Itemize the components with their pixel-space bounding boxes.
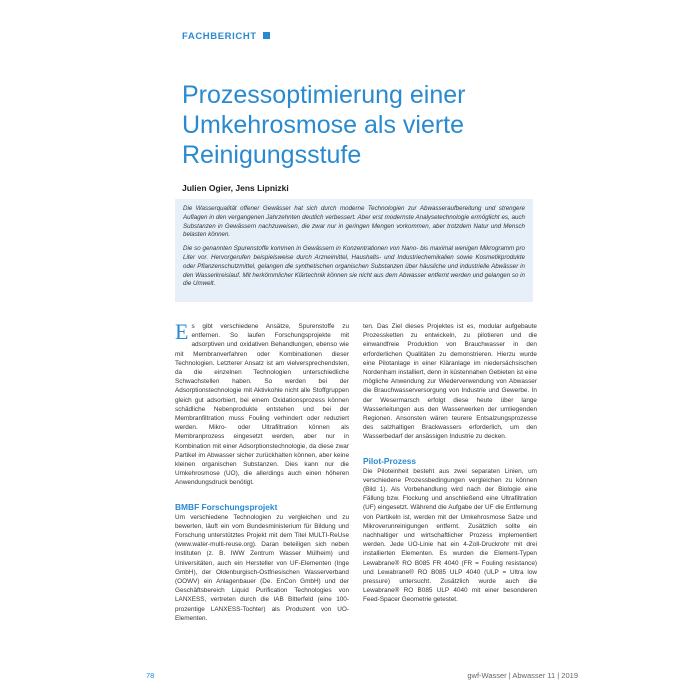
page-number: 78	[146, 671, 155, 680]
article-title: Prozessoptimierung einer Umkehrosmose als vierte Reinigungsstufe	[182, 81, 466, 169]
column-right	[363, 322, 537, 605]
abstract-box	[175, 199, 533, 302]
column-left-body: Um verschiedene Technologien zu vergleichen und zu bewerten, läuft ein vom Bundesministerium für Bildung und Forschung unterstütztes Projekt mit dem Titel MULTI-ReUse (www.water-multi-reuse.org). Daran beteiligen sich neben Instituten (z. B. IWW Zentrum Wasser Mülheim) und Universitäten, auch ein Hersteller von UF-Elementen (Inge GmbH), der Oldenburgisch-Ostfriesischen Wasserverband (OOWV) ein Anlagenbauer (De. EnCon GmbH) und der Geschäftsbereich Liquid Purification Technologies von LANXESS, vertreten durch die IAB Bitterfeld (eine 100-prozentige LANXESS-Tochter) als Produzent von UO-Elementen.	[175, 513, 349, 622]
section-label	[182, 31, 270, 42]
column-left-intro-text: s gibt verschiedene Ansätze, Spurenstoffe zu entfernen. So laufen Forschungsprojekte mit adsorptiven und oxidativen Behandlungen, ebenso wie mit Membranverfahren oder Kombinationen dieser Technologien. Letzterer Ansatz ist am vielversprechendsten, da die einzelnen Technologien unterschiedliche Schwachstellen haben. So werden bei der Adsorptionstechnologie mit Aktivkohle nicht alle Stoffgruppen gleich gut adsorbiert, bei einem Oxidationsprozess können schädliche Nebenprodukte entstehen und bei der Membranfiltration muss Fouling verhindert oder reduziert werden. Mikro- oder Ultrafiltration können als Membranprozess eingesetzt werden, aber nur in Kombination mit einer Adsorptionstechnologie, da diese zwar Partikel im Abwasser sicher zurückhalten können, aber keine kleinen organischen Substanzen. Dies kann nur die Umkehrosmose (UO), die allerdings auch einen höheren Anwendungsdruck benötigt.	[175, 323, 349, 487]
square-icon	[263, 32, 270, 39]
abstract-paragraph-1: Die Wasserqualität offener Gewässer hat sich durch moderne Technologien zur Abwasseraufbereitung und strengere Auflagen in den vergangenen Jahrzehnten deutlich verbessert. Aber erst modernste Analysetechnologie ermöglicht es, auch Substanzen in Gewässern nachzuweisen, die zwar nur in geringen Mengen vorkommen, aber trotzdem Natur und Mensch belasten können.	[183, 205, 525, 239]
section-heading-bmbf: BMBF Forschungsprojekt	[175, 501, 278, 512]
column-left	[175, 319, 349, 623]
article-authors: Julien Ogier, Jens Lipnizki	[182, 183, 289, 193]
drop-cap: E	[175, 319, 189, 344]
column-right-intro: ten. Das Ziel dieses Projektes ist es, modular aufgebaute Prozessketten zu entwickeln, zu pilotieren und die einwandfreie Produktion von Brauchwasser in den erforderlichen Qualitäten zu demonstrieren. Hierzu wurde eine Pilotanlage in einer Kläranlage im niedersächsischen Nordenham installiert, denn in küstennahen Gebieten ist eine mögliche Anwendung zur Wiederverwendung von Abwasser die Brauchwasserversorgung von Industrie und Gewerbe. In der Wesermarsch erfolgt diese heute über lange Wasserleitungen aus den Wasserwerken der umliegenden Regionen. Ansonsten wären teurere Entsalzungsprozesse des salzhaltigen Brackwassers erforderlich, um den Wasserbedarf der ansässigen Industrie zu decken.	[363, 323, 537, 441]
journal-footer: gwf-Wasser | Abwasser 11 | 2019	[467, 671, 578, 680]
column-left-intro	[175, 319, 349, 488]
section-label-text: FACHBERICHT	[182, 31, 257, 42]
abstract-paragraph-2: Die so genannten Spurenstoffe kommen in Gewässern in Konzentrationen von Nano- bis maximal wenigen Mikrogramm pro Liter vor. Hervorgerufen beispielsweise durch Arzneimittel, Haushalts- und Industriechemikalien sowie Kosmetikprodukte oder Pflanzenschutzmittel, gelangen die synthetischen organischen Substanzen über häusliche und industrielle Abwässer in den Wasserkreislauf. Mit herkömmlicher Klärtechnik können sie nicht aus dem Abwasser entfernt werden und gelangen so in die Umwelt.	[183, 245, 525, 288]
column-right-body: Die Piloteinheit besteht aus zwei separaten Linien, um verschiedene Prozessbedingungen vergleichen zu können (Bild 1). Als Vorbehandlung wird nach der Biologie eine Fällung bzw. Flockung und anschließend eine Ultrafiltration (UF) eingesetzt. Während die Aufgabe der UF die Entfernung von Partikeln ist, werden mit der Umkehrosmose Salze und Mikroverunreinigungen entfernt. Zusätzlich sollte ein nachhaltiger und wirtschaftlicher Prozess implementiert werden. Jede UO-Linie hat ein 4-Zoll-Druckrohr mit drei installierten Elementen. Es wurden die Element-Typen Lewabrane® RO B085 FR 4040 (FR = Fouling resistance) und Lewabrane® RO B085 ULP 4040 (ULP = Ultra low pressure) untersucht. Zusätzlich wurde auch die Lewabrane® RO B085 ULP 4040 mit einer besonderen Feed-Spacer Geometrie getestet.	[363, 467, 537, 604]
section-heading-pilot: Pilot-Prozess	[363, 455, 417, 466]
